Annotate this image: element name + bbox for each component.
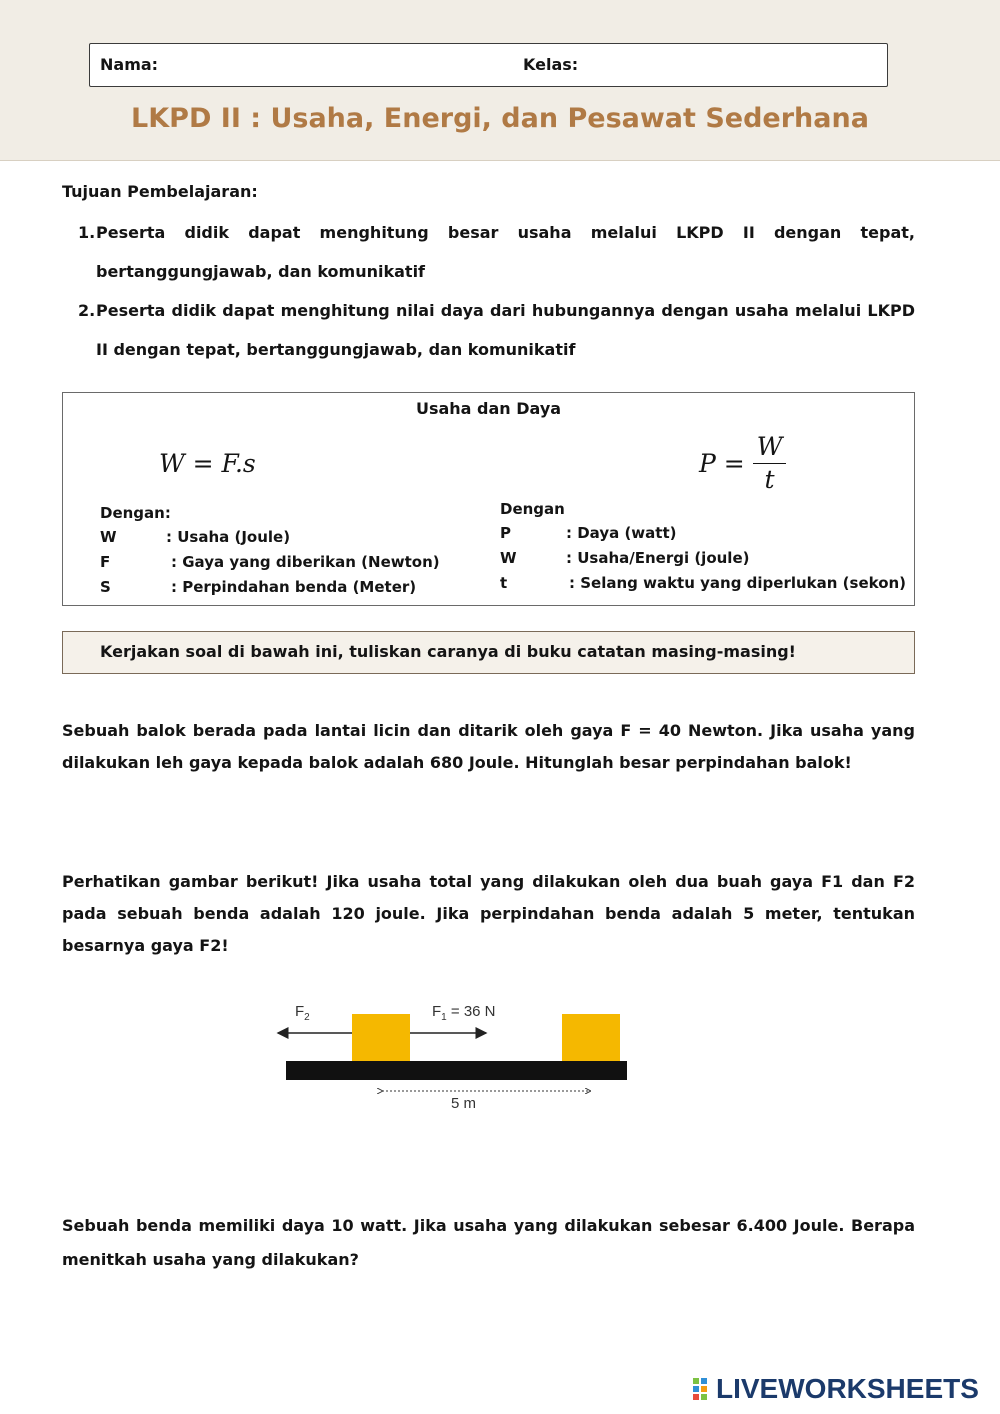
objective-number: 1. — [78, 223, 96, 242]
work-legend-heading: Dengan: — [100, 504, 171, 522]
liveworksheets-logo-icon — [692, 1377, 716, 1401]
legend-symbol: t — [500, 574, 508, 592]
work-formula: W = F.s — [159, 449, 256, 478]
f2-label: $F_2$ — [295, 1003, 310, 1023]
question-1: Sebuah balok berada pada lantai licin dan ditarik oleh gaya F = 40 Newton. Jika usaha yang dilakukan leh gaya kepada balok adalah 680 Joule. Hitunglah besar perpindahan balok! — [62, 721, 915, 772]
objective-text: Peserta didik dapat menghitung besar usaha melalui LKPD II dengan tepat, bertanggungjawab, dan komunikatif — [96, 223, 915, 281]
distance-label: 5 m — [451, 1095, 477, 1112]
header-band — [0, 0, 1000, 161]
objective-text: Peserta didik dapat menghitung nilai daya dari hubungannya dengan usaha melalui LKPD II dengan tepat, bertanggungjawab, dan komunikatif — [96, 301, 915, 359]
objective-number: 2. — [78, 301, 96, 320]
legend-description: : Usaha (Joule) — [166, 528, 291, 546]
nama-label: Nama: — [100, 55, 159, 74]
brand-logo — [692, 1373, 979, 1405]
brand-text: LIVEWORKSHEETS — [716, 1373, 979, 1404]
kelas-label: Kelas: — [523, 55, 579, 74]
work-legend — [100, 504, 480, 604]
instruction-text: Kerjakan soal di bawah ini, tuliskan caranya di buku catatan masing-masing! — [100, 642, 796, 661]
legend-description: : Gaya yang diberikan (Newton) — [171, 553, 440, 571]
objective-item — [78, 213, 915, 291]
floor-surface — [286, 1061, 627, 1080]
legend-symbol: W — [100, 528, 117, 546]
legend-symbol: S — [100, 578, 111, 596]
objectives-heading: Tujuan Pembelajaran: — [62, 182, 258, 201]
legend-description: : Selang waktu yang diperlukan (sekon) — [569, 574, 907, 592]
question-3: Sebuah benda memiliki daya 10 watt. Jika usaha yang dilakukan sebesar 6.400 Joule. Berapa menitkah usaha yang dilakukan? — [62, 1216, 915, 1269]
formula-box-title: Usaha dan Daya — [415, 399, 562, 418]
page-title: LKPD II : Usaha, Energi, dan Pesawat Sederhana — [131, 103, 869, 134]
f1-label: $F_1 = 36$ N — [432, 1003, 496, 1023]
legend-symbol: W — [500, 549, 517, 567]
objective-item — [78, 291, 915, 369]
power-formula — [699, 431, 786, 496]
power-formula-lhs: P = — [699, 449, 745, 478]
force-diagram — [270, 990, 640, 1120]
legend-description: : Daya (watt) — [566, 524, 677, 542]
legend-description: : Usaha/Energi (joule) — [566, 549, 750, 567]
question-2: Perhatikan gambar berikut! Jika usaha total yang dilakukan oleh dua buah gaya F1 dan F2 pada sebuah benda adalah 120 joule. Jika perpindahan benda adalah 5 meter, tentukan besarnya gaya F2! — [62, 872, 915, 955]
formula-box — [62, 392, 915, 606]
power-legend — [500, 500, 910, 600]
power-fraction — [753, 431, 787, 496]
name-class-box — [89, 43, 888, 87]
legend-symbol: P — [500, 524, 511, 542]
legend-description: : Perpindahan benda (Meter) — [171, 578, 417, 596]
legend-symbol: F — [100, 553, 111, 571]
block-initial — [352, 1014, 410, 1061]
power-numerator: W — [753, 431, 787, 464]
instruction-box — [62, 631, 915, 674]
power-legend-heading: Dengan — [500, 500, 565, 518]
power-denominator: t — [764, 465, 775, 494]
block-final — [562, 1014, 620, 1061]
